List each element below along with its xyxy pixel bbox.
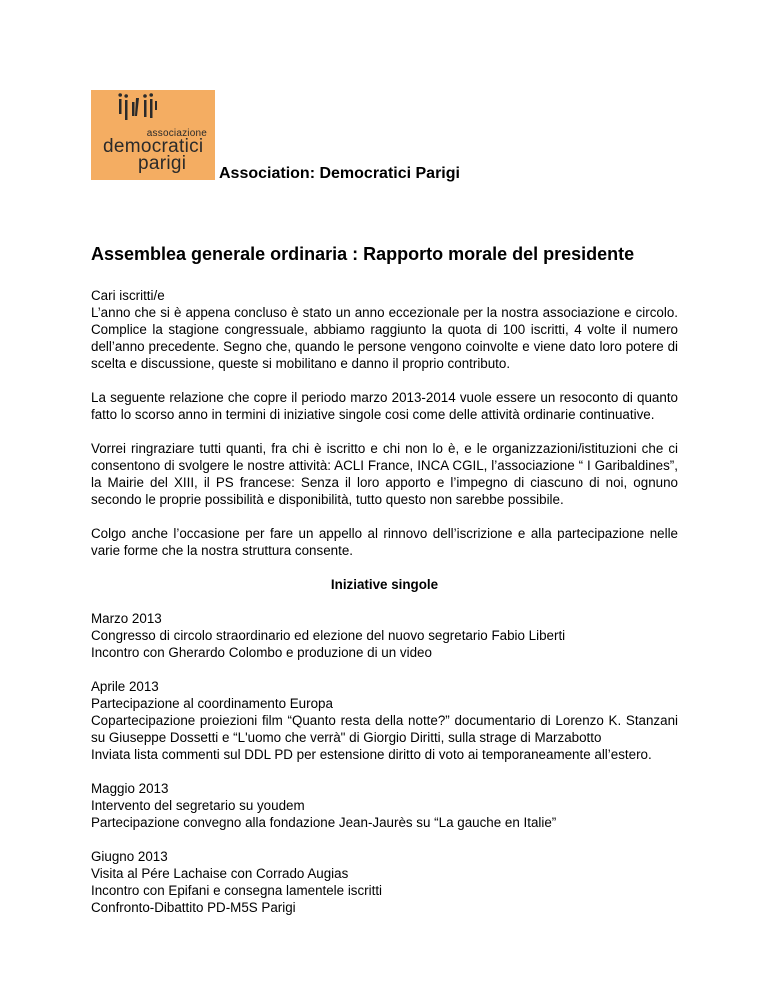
event-item: Intervento del segretario su youdem	[91, 798, 305, 813]
event-item: Incontro con Gherardo Colombo e produzione di un video	[91, 645, 432, 660]
logo-associazione-text: associazione	[146, 128, 207, 139]
event-item: Confronto-Dibattito PD-M5S Parigi	[91, 900, 296, 915]
event-group-aprile	[91, 678, 678, 763]
event-item: Incontro con Epifani e consegna lamentele iscritti	[91, 883, 383, 898]
association-logo	[91, 90, 215, 180]
document-title: Assemblea generale ordinaria : Rapporto morale del presidente	[91, 244, 635, 264]
document-body	[91, 287, 678, 933]
appeal-paragraph: Colgo anche l’occasione per fare un appello al rinnovo dell’iscrizione e alla partecipazione nelle varie forme che la nostra struttura consente.	[91, 526, 678, 558]
event-item: Inviata lista commenti sul DDL PD per estensione diritto di voto ai temporaneamente all’estero.	[91, 747, 652, 762]
event-item: Partecipazione convegno alla fondazione Jean-Jaurès su “La gauche en Italie”	[91, 815, 557, 830]
event-group-marzo	[91, 610, 678, 661]
greeting: Cari iscritti/e	[91, 288, 165, 303]
event-month: Maggio 2013	[91, 781, 169, 796]
logo-parigi-text: parigi	[138, 153, 187, 174]
event-item: Visita al Pére Lachaise con Corrado Augias	[91, 866, 349, 881]
section-heading: Iniziative singole	[330, 577, 439, 592]
event-group-giugno	[91, 848, 678, 916]
association-title: Association: Democratici Parigi	[219, 165, 460, 182]
intro-paragraph: L’anno che si è appena concluso è stato un anno eccezionale per la nostra associazione e circolo. Complice la stagione congressuale, abbiamo raggiunto la quota di 100 iscritti, 4 volte il numero dell’anno precedente. Segno che, quando le persone vengono coinvolte e viene dato loro potere di scelta e discussione, queste si mobilitano e danno il proprio contributo.	[91, 305, 678, 371]
event-item: Copartecipazione proiezioni film “Quanto resta della notte?” documentario di Lorenzo K. Stanzani su Giuseppe Dossetti e “L'uomo che verrà" di Giorgio Diritti, sulla strage di Marzabotto	[91, 713, 678, 745]
thanks-paragraph: Vorrei ringraziare tutti quanti, fra chi è iscritto e chi non lo è, e le organizzazioni/istituzioni che ci consentono di svolgere le nostre attività: ACLI France, INCA CGIL, l’associazione “ I Garibaldines”, la Mairie del XIII, il PS francese: Senza il loro apporto e l’impegno di ciascuno di noi, ognuno secondo le proprie possibilità e disponibilità, tutto questo non sarebbe possibile.	[91, 441, 678, 507]
event-item: Congresso di circolo straordinario ed elezione del nuovo segretario Fabio Liberti	[91, 628, 566, 643]
event-month: Marzo 2013	[91, 611, 162, 626]
event-month: Aprile 2013	[91, 679, 159, 694]
logo-democratici-text: democratici	[103, 136, 204, 157]
event-item: Partecipazione al coordinamento Europa	[91, 696, 333, 711]
event-month: Giugno 2013	[91, 849, 168, 864]
event-group-maggio	[91, 780, 678, 831]
scope-paragraph: La seguente relazione che copre il periodo marzo 2013-2014 vuole essere un resoconto di quanto fatto lo scorso anno in termini di iniziative singole cosi come delle attività ordinarie continuative.	[91, 390, 678, 422]
